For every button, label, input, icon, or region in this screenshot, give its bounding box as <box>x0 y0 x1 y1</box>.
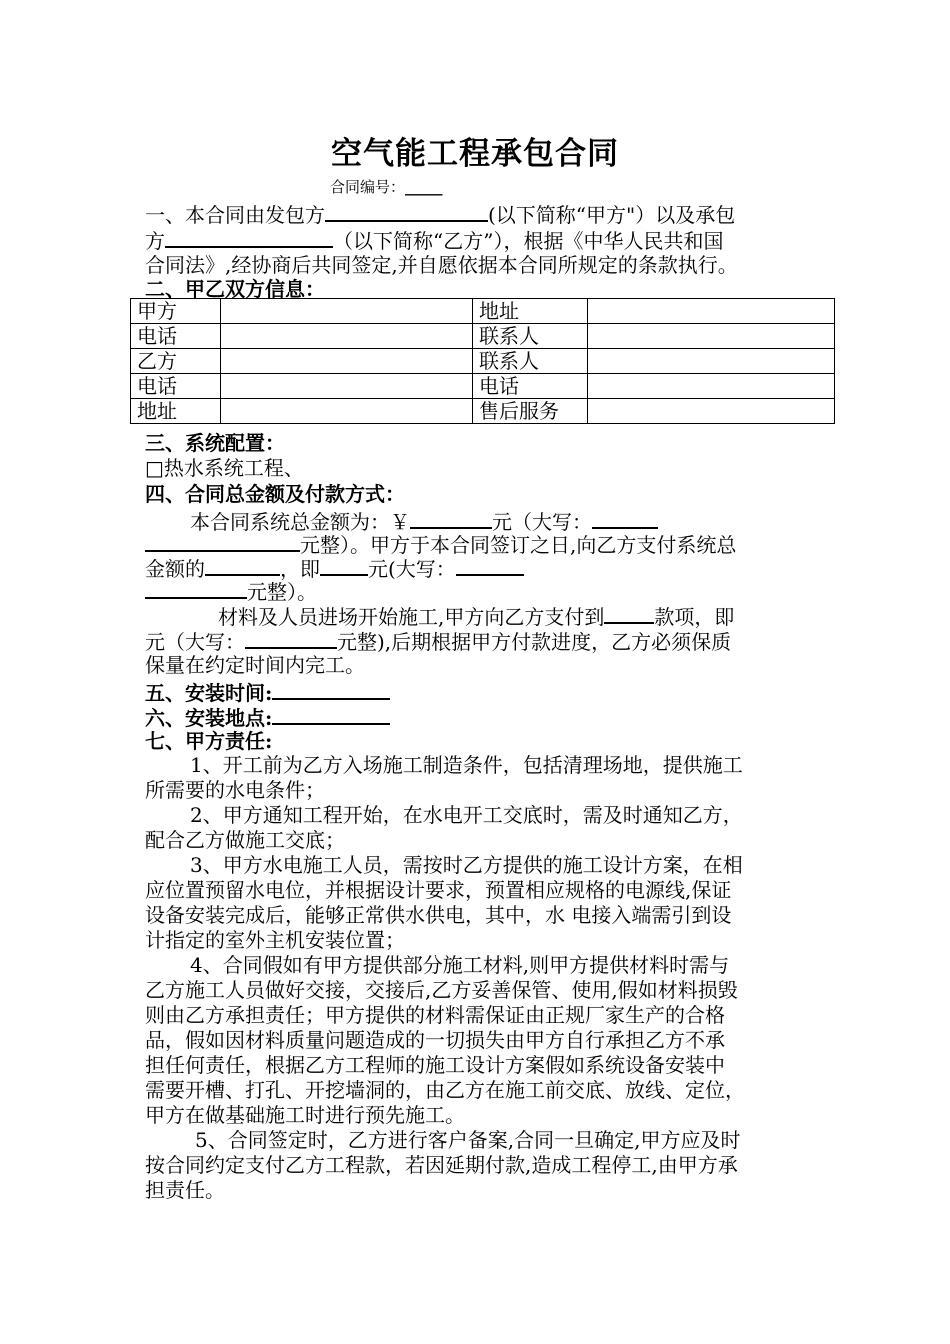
info-table-label-cell: 电话 <box>473 374 588 399</box>
payment-text: 元（大写： <box>145 630 245 654</box>
section-5-label: 五、安装时间: <box>145 681 273 705</box>
intro-line-3: 合同法》,经协商后共同签定,并自愿依据本合同所规定的条款执行。 <box>145 253 738 277</box>
duty-line: 需要开槽、打孔、开挖墙洞的，由乙方在施工前交底、放线、定位， <box>145 1078 745 1102</box>
duty-line: 2、甲方通知工程开始，在水电开工交底时，需及时通知乙方， <box>190 803 743 827</box>
info-table-value-cell <box>588 349 835 374</box>
amount-words-blank <box>145 530 300 552</box>
duty-line: 应位置预留水电位，并根据设计要求，预置相应规格的电源线,保证 <box>145 878 732 902</box>
info-table-label-cell: 乙方 <box>131 349 221 374</box>
info-table-label-cell: 电话 <box>131 374 221 399</box>
deposit-blank <box>320 554 368 576</box>
party-info-table <box>130 298 835 424</box>
deposit-words-blank <box>456 554 524 576</box>
install-time-blank <box>272 678 390 700</box>
section-5-title <box>145 678 390 706</box>
section-2-title: 二、甲乙双方信息： <box>145 277 325 301</box>
duty-line: 所需要的水电条件； <box>145 778 325 802</box>
info-table-value-cell <box>588 399 835 424</box>
section-7-title: 七、甲方责任: <box>145 729 273 753</box>
payment-text: 材料及人员进场开始施工,甲方向乙方支付到 <box>218 605 605 629</box>
info-table-label-cell: 电话 <box>131 324 221 349</box>
section-6-label: 六、安装地点: <box>145 706 273 730</box>
info-table-label-cell: 地址 <box>131 399 221 424</box>
duty-line: 设备安装完成后，能够正常供水供电，其中，水 电接入端需引到设 <box>145 903 732 927</box>
duty-line: 担责任。 <box>145 1178 225 1202</box>
info-table-row <box>131 399 835 424</box>
duty-line: 则由乙方承担责任；甲方提供的材料需保证由正规厂家生产的合格 <box>145 1003 725 1027</box>
contract-number <box>330 176 443 197</box>
info-table-row <box>131 349 835 374</box>
info-table-value-cell <box>221 349 473 374</box>
duty-line: 甲方在做基础施工时进行预先施工。 <box>145 1103 465 1127</box>
info-table-value-cell <box>588 324 835 349</box>
intro-line-2 <box>145 226 723 254</box>
intro-text: （以下简称“乙方”），根据《中华人民共和国 <box>333 229 724 253</box>
info-table-value-cell <box>588 374 835 399</box>
duty-line: 4、合同假如有甲方提供部分施工材料,则甲方提供材料时需与 <box>190 953 730 977</box>
info-table-label-cell: 售后服务 <box>473 399 588 424</box>
document-title: 空气能工程承包合同 <box>331 136 619 172</box>
duty-line: 品，假如因材料质量问题造成的一切损失由甲方自行承担乙方不承 <box>145 1028 725 1052</box>
section-4-title: 四、合同总金额及付款方式： <box>145 482 405 506</box>
duty-line: 1、开工前为乙方入场施工制造条件，包括清理场地，提供施工 <box>190 753 743 777</box>
intro-text: 一、本合同由发包方 <box>145 203 325 227</box>
intro-line-1 <box>145 200 735 228</box>
payment-text: 元（大写： <box>492 510 592 534</box>
duty-line: 按合同约定支付乙方工程款，若因延期付款,造成工程停工,由甲方承 <box>145 1153 738 1177</box>
payment-text: 款项，即 <box>654 605 735 629</box>
info-table-label-cell: 联系人 <box>473 349 588 374</box>
deposit-words-blank <box>145 577 247 599</box>
intro-text: (以下简称“甲方"）以及承包 <box>488 203 736 227</box>
duty-line: 计指定的室外主机安装位置； <box>145 928 405 952</box>
party-b-blank <box>165 226 333 248</box>
info-table-row <box>131 324 835 349</box>
payment-line-5 <box>218 602 734 630</box>
info-table-value-cell <box>588 299 835 324</box>
payment-line-6 <box>145 627 731 655</box>
payment-text: 元整）。 <box>247 580 317 604</box>
info-table-row <box>131 299 835 324</box>
section-3-title: 三、系统配置： <box>145 431 285 455</box>
info-table-label-cell: 甲方 <box>131 299 221 324</box>
party-a-blank <box>325 200 488 222</box>
contract-number-blank: _____ <box>405 178 443 196</box>
info-table-value-cell <box>221 399 473 424</box>
duty-line: 5、合同签定时，乙方进行客户备案,合同一旦确定,甲方应及时 <box>195 1128 741 1152</box>
payment-text: ，即 <box>280 557 320 581</box>
section-6-title <box>145 703 390 731</box>
amount-blank <box>410 507 492 529</box>
payment-line-4 <box>145 577 317 605</box>
info-table-value-cell <box>221 374 473 399</box>
duty-line: 配合乙方做施工交底； <box>145 828 345 852</box>
info-table-value-cell <box>221 324 473 349</box>
contract-number-label: 合同编号： <box>330 178 406 196</box>
amount-words-blank <box>592 507 658 529</box>
duty-line: 3、甲方水电施工人员，需按时乙方提供的施工设计方案，在相 <box>190 853 743 877</box>
info-table-label-cell: 地址 <box>473 299 588 324</box>
payment-text: 元整）。甲方于本合同签订之日,向乙方支付系统总 <box>300 533 737 557</box>
progress-words-blank <box>245 627 337 649</box>
install-location-blank <box>272 703 390 725</box>
section-3-item: □热水系统工程、 <box>145 456 304 480</box>
intro-text: 方 <box>145 229 165 253</box>
duty-line: 乙方施工人员做好交接，交接后,乙方妥善保管、使用,假如材料损毁 <box>145 978 738 1002</box>
info-table-value-cell <box>221 299 473 324</box>
percent-blank <box>205 554 280 576</box>
payment-text: 本合同系统总金额为：￥ <box>190 510 410 534</box>
payment-text: 元(大写： <box>368 557 456 581</box>
payment-line-7: 保量在约定时间内完工。 <box>145 653 365 677</box>
info-table-row <box>131 374 835 399</box>
duty-line: 担任何责任，根据乙方工程师的施工设计方案假如系统设备安装中 <box>145 1053 725 1077</box>
payment-text: 元整),后期根据甲方付款进度，乙方必须保质 <box>337 630 732 654</box>
progress-payment-blank <box>604 602 654 624</box>
payment-text: 金额的 <box>145 557 205 581</box>
info-table-label-cell: 联系人 <box>473 324 588 349</box>
